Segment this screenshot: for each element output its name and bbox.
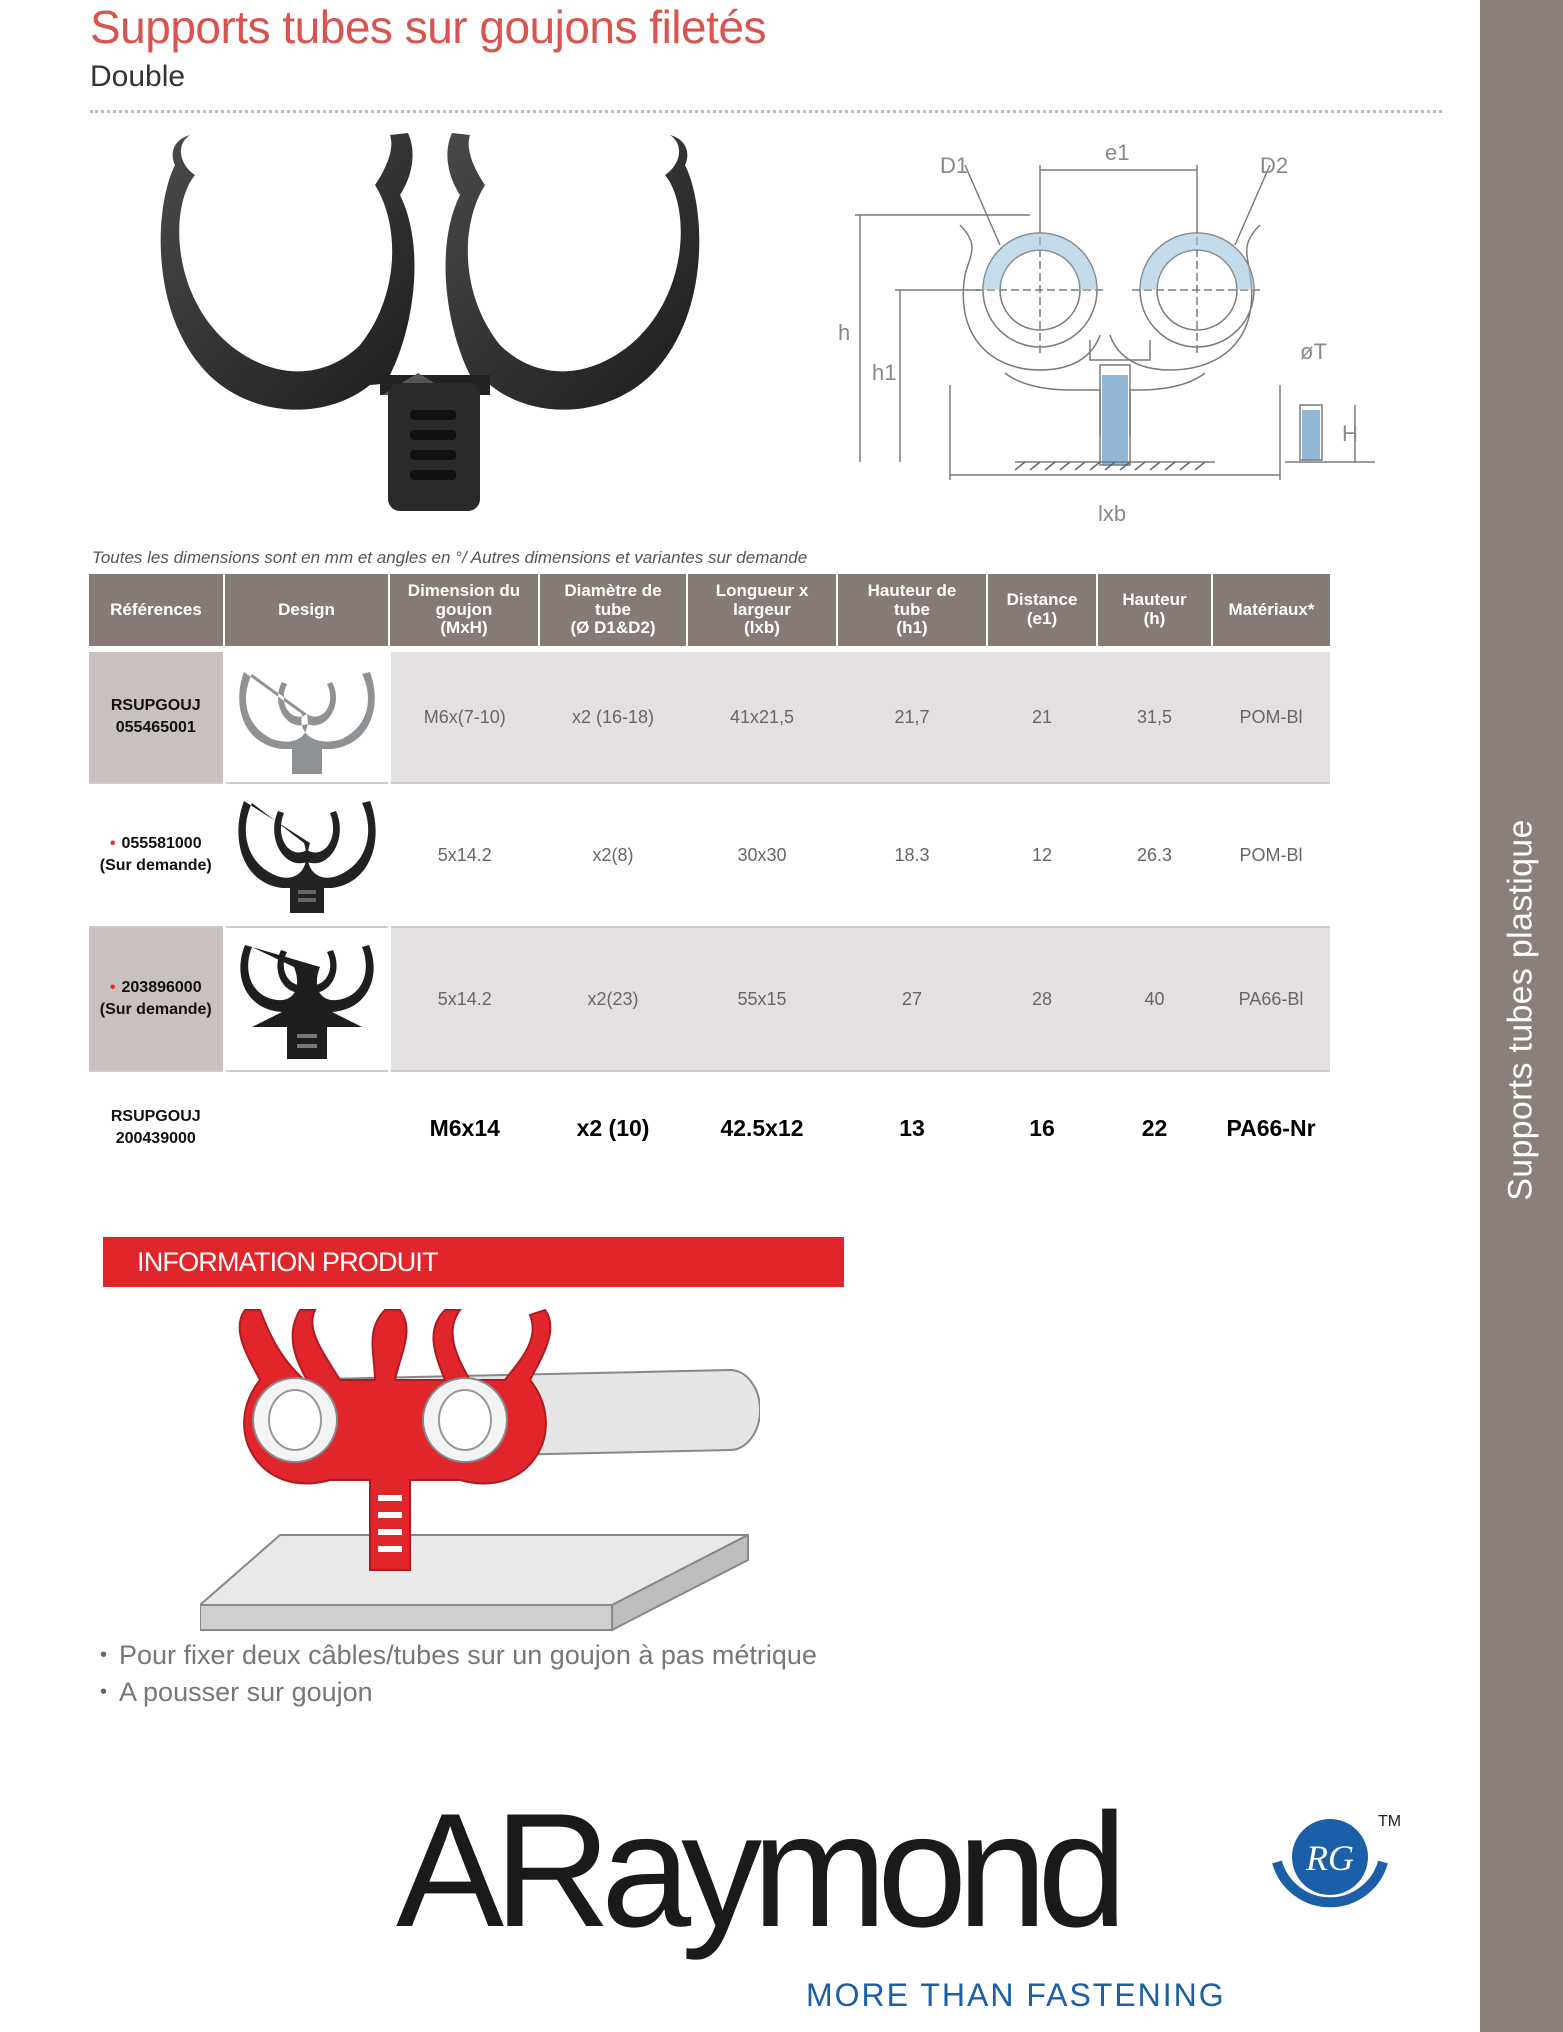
label-h: h (838, 320, 851, 345)
info-bullets (100, 1640, 817, 1714)
cell-diam: x2(23) (539, 927, 687, 1071)
cell-dim: 5x14.2 (389, 927, 539, 1071)
list-item: • Pour fixer deux câbles/tubes sur un goujon à pas métrique (100, 1640, 817, 1671)
cell-lxb: 42.5x12 (687, 1071, 837, 1184)
product-illustration (200, 1300, 760, 1640)
label-ot: øT (1300, 339, 1327, 364)
cell-dim: M6x14 (389, 1071, 539, 1184)
design-thumbnail (224, 649, 389, 783)
brand-logo: ARaymond (396, 1780, 1118, 1961)
table-row (89, 783, 1330, 927)
info-banner (103, 1237, 844, 1287)
col-materiaux: Matériaux* (1212, 574, 1330, 649)
col-dimension: Dimension du goujon (MxH) (389, 574, 539, 649)
cell-lxb: 41x21,5 (687, 649, 837, 783)
ref-cell: RSUPGOUJ 055465001 (89, 649, 224, 783)
label-H: H (1342, 421, 1358, 446)
list-item: • A pousser sur goujon (100, 1677, 817, 1708)
cell-e1: 28 (987, 927, 1097, 1071)
col-distance: Distance (e1) (987, 574, 1097, 649)
cell-h: 31,5 (1097, 649, 1212, 783)
label-h1: h1 (872, 360, 897, 385)
cell-mat: PA66-Nr (1212, 1071, 1330, 1184)
info-banner-label: INFORMATION PRODUIT (137, 1247, 438, 1277)
cell-h: 40 (1097, 927, 1212, 1071)
brand-emblem-icon (1265, 1812, 1405, 1922)
page-title: Supports tubes sur goujons filetés (90, 1, 766, 53)
cell-diam: x2 (16-18) (539, 649, 687, 783)
cell-h1: 18.3 (837, 783, 987, 927)
table-header-row (89, 574, 1330, 649)
cell-dim: 5x14.2 (389, 783, 539, 927)
ref-cell: RSUPGOUJ 200439000 (89, 1071, 224, 1184)
col-hauteur-tube: Hauteur de tube (h1) (837, 574, 987, 649)
product-photo (160, 125, 700, 520)
cell-h: 22 (1097, 1071, 1212, 1184)
sidebar-label: Supports tubes plastique (1501, 819, 1540, 1201)
bullet-icon: • (109, 835, 116, 853)
dotted-divider (90, 110, 1442, 113)
cell-e1: 12 (987, 783, 1097, 927)
table-row (89, 649, 1330, 783)
col-diametre: Diamètre de tube (Ø D1&D2) (539, 574, 687, 649)
col-design: Design (224, 574, 389, 649)
design-thumbnail-empty (224, 1071, 389, 1184)
design-thumbnail (224, 783, 389, 927)
cell-h1: 21,7 (837, 649, 987, 783)
cell-dim: M6x(7-10) (389, 649, 539, 783)
label-lxb: lxb (1098, 501, 1127, 526)
table-row (89, 1071, 1330, 1184)
design-thumbnail (224, 927, 389, 1071)
cell-diam: x2 (10) (539, 1071, 687, 1184)
cell-mat: POM-Bl (1212, 649, 1330, 783)
label-e1: e1 (1105, 140, 1130, 165)
ref-cell: • 203896000 (Sur demande) (89, 927, 224, 1071)
brand-tagline: MORE THAN FASTENING (806, 1977, 1226, 2013)
page-subtitle: Double (90, 60, 186, 93)
cell-lxb: 30x30 (687, 783, 837, 927)
label-d2: D2 (1260, 153, 1289, 178)
spec-table (89, 574, 1330, 1184)
cell-lxb: 55x15 (687, 927, 837, 1071)
table-row (89, 927, 1330, 1071)
ref-cell: • 055581000 (Sur demande) (89, 783, 224, 927)
dimensions-note: Toutes les dimensions sont en mm et angles en °/ Autres dimensions et variantes sur demande (92, 548, 808, 567)
cell-h1: 27 (837, 927, 987, 1071)
cell-mat: POM-Bl (1212, 783, 1330, 927)
label-d1: D1 (940, 153, 969, 178)
emblem-letters: RG (1306, 1838, 1354, 1878)
bullet-icon: • (109, 979, 116, 997)
cell-h: 26.3 (1097, 783, 1212, 927)
cell-e1: 21 (987, 649, 1097, 783)
cell-h1: 13 (837, 1071, 987, 1184)
cell-mat: PA66-Bl (1212, 927, 1330, 1071)
trademark: TM (1378, 1813, 1402, 1830)
cell-e1: 16 (987, 1071, 1097, 1184)
col-hauteur: Hauteur (h) (1097, 574, 1212, 649)
cell-diam: x2(8) (539, 783, 687, 927)
col-longueur: Longueur x largeur (lxb) (687, 574, 837, 649)
col-references: Références (89, 574, 224, 649)
technical-drawing (830, 135, 1400, 530)
